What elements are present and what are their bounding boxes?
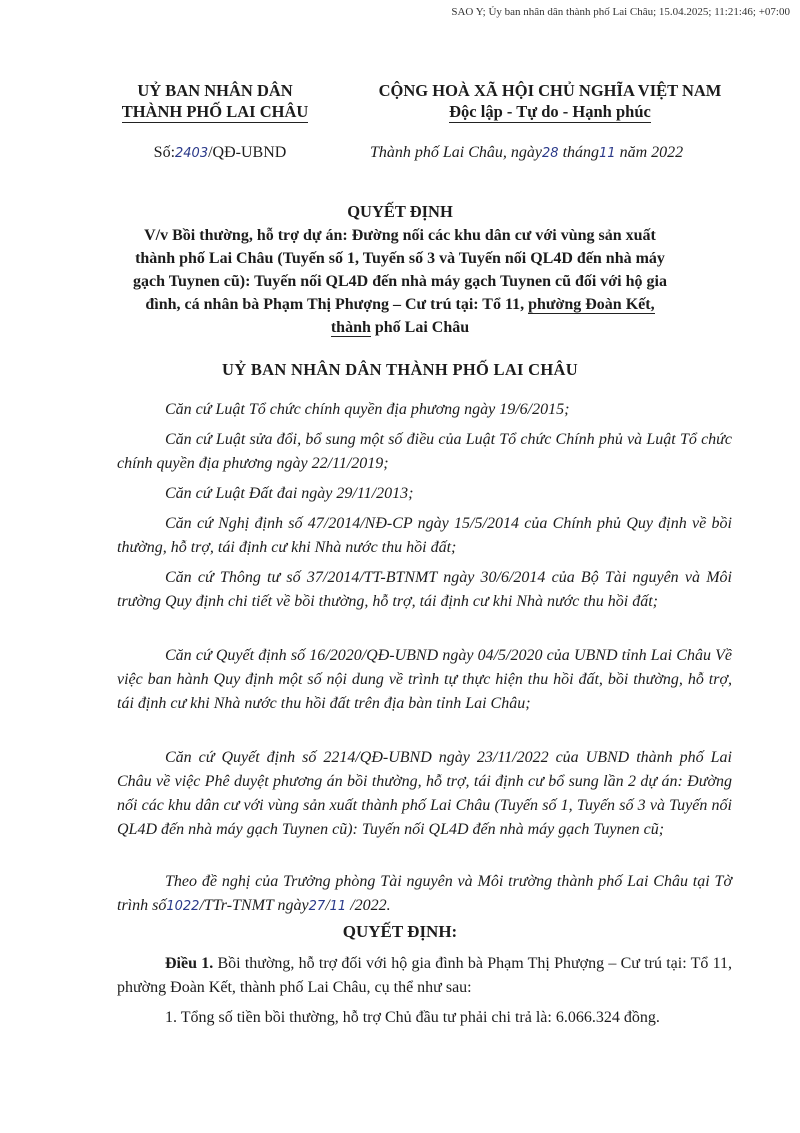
national-title: CỘNG HOÀ XÃ HỘI CHỦ NGHĨA VIỆT NAM xyxy=(378,81,722,100)
proposal-text-1: Theo đề nghị của Trưởng phòng Tài nguyên và Môi trường thành phố Lai Châu tại Tờ trình số xyxy=(117,873,732,914)
subject-underlined: phường Đoàn Kết, thành xyxy=(330,296,655,336)
number-prefix: Số: xyxy=(153,144,176,161)
proposal-paragraph xyxy=(117,870,732,919)
date-text-2: tháng xyxy=(562,144,600,161)
date-day: 28 xyxy=(542,146,559,161)
ground-2: Căn cứ Luật sửa đổi, bổ sung một số điều của Luật Tổ chức Chính phủ và Luật Tổ chức chính quyền địa phương ngày 22/11/2019; xyxy=(117,431,732,472)
proposal-sep: / xyxy=(325,897,330,914)
agency-line-1: UỶ BAN NHÂN DÂN xyxy=(137,81,293,100)
ground-5: Căn cứ Thông tư số 37/2014/TT-BTNMT ngày 30/6/2014 của Bộ Tài nguyên và Môi trường Quy định chi tiết về bồi thường, hỗ trợ, tái định cư khi Nhà nước thu hồi đất; xyxy=(117,569,732,610)
subject-text: V/v Bồi thường, hỗ trợ dự án: Đường nối các khu dân cư với vùng sản xuất thành phố Lai Châu (Tuyến số 1, Tuyến số 3 và Tuyến nối QL4D đến nhà máy gạch Tuynen cũ): Tuyến nối QL4D đến nhà máy gạch Tuynen cũ đối với hộ gia đình, cá nhân bà Phạm Thị Phượng – Cư trú tại: Tổ 11, xyxy=(133,227,667,313)
document-number xyxy=(110,144,330,162)
document-subject xyxy=(130,224,670,339)
national-header xyxy=(360,80,740,123)
date-month: 11 xyxy=(599,146,616,161)
date-text-3: năm 2022 xyxy=(619,144,684,161)
ground-6: Căn cứ Quyết định số 16/2020/QĐ-UBND ngày 04/5/2020 của UBND tỉnh Lai Châu Về việc ban hành Quy định một số nội dung về trình tự thực hiện thu hồi đất, bồi thường, hỗ trợ, tái định cư khi Nhà nước thu hồi đất trên địa bàn tỉnh Lai Châu; xyxy=(117,647,732,712)
proposal-month: 11 xyxy=(329,899,347,914)
document-title: QUYẾT ĐỊNH xyxy=(347,202,453,221)
decision-heading: QUYẾT ĐỊNH: xyxy=(342,922,458,941)
date-text-1: Thành phố Lai Châu, ngày xyxy=(370,144,543,161)
national-motto: Độc lập - Tự do - Hạnh phúc xyxy=(449,102,651,121)
ground-7: Căn cứ Quyết định số 2214/QĐ-UBND ngày 23/11/2022 của UBND thành phố Lai Châu về việc Phê duyệt phương án bồi thường, hỗ trợ, tái định cư bổ sung lần 2 dự án: Đường nối các khu dân cư với vùng sản xuất thành phố Lai Châu (Tuyến số 1, Tuyến số 3 và Tuyến nối QL4D đến nhà máy gạch Tuynen cũ): Tuyến nối QL4D đến nhà máy gạch Tuynen cũ; xyxy=(117,749,732,838)
ground-3: Căn cứ Luật Đất đai ngày 29/11/2013; xyxy=(165,485,414,502)
proposal-day: 27 xyxy=(308,899,326,914)
proposal-text-2: /TTr-TNMT ngày xyxy=(199,897,309,914)
issuing-agency xyxy=(100,80,330,123)
proposal-number: 1022 xyxy=(166,899,200,914)
issue-date xyxy=(370,144,750,162)
article-1-label: Điều 1. xyxy=(165,955,214,972)
ground-4: Căn cứ Nghị định số 47/2014/NĐ-CP ngày 15/5/2014 của Chính phủ Quy định về bồi thường, hỗ trợ, tái định cư khi Nhà nước thu hồi đất; xyxy=(117,515,732,556)
article-1-text: Bồi thường, hỗ trợ đối với hộ gia đình bà Phạm Thị Phượng – Cư trú tại: Tổ 11, phường Đoàn Kết, thành phố Lai Châu, cụ thể như sau: xyxy=(117,955,733,996)
proposal-text-3: /2022. xyxy=(346,897,391,914)
article-1 xyxy=(117,952,732,1000)
ground-1: Căn cứ Luật Tổ chức chính quyền địa phương ngày 19/6/2015; xyxy=(165,401,570,418)
number-suffix: /QĐ-UBND xyxy=(208,144,287,161)
number-handwritten: 2403 xyxy=(175,146,209,161)
article-1-item-1: 1. Tổng số tiền bồi thường, hỗ trợ Chủ đầu tư phải chi trả là: 6.066.324 đồng. xyxy=(165,1009,660,1026)
agency-line-2: THÀNH PHỐ LAI CHÂU xyxy=(121,102,309,121)
authority-heading: UỶ BAN NHÂN DÂN THÀNH PHỐ LAI CHÂU xyxy=(222,360,578,379)
subject-text-end: phố Lai Châu xyxy=(370,319,470,336)
signature-stamp: SAO Y; Ủy ban nhân dân thành phố Lai Châu; 15.04.2025; 11:21:46; +07:00 xyxy=(451,6,790,18)
